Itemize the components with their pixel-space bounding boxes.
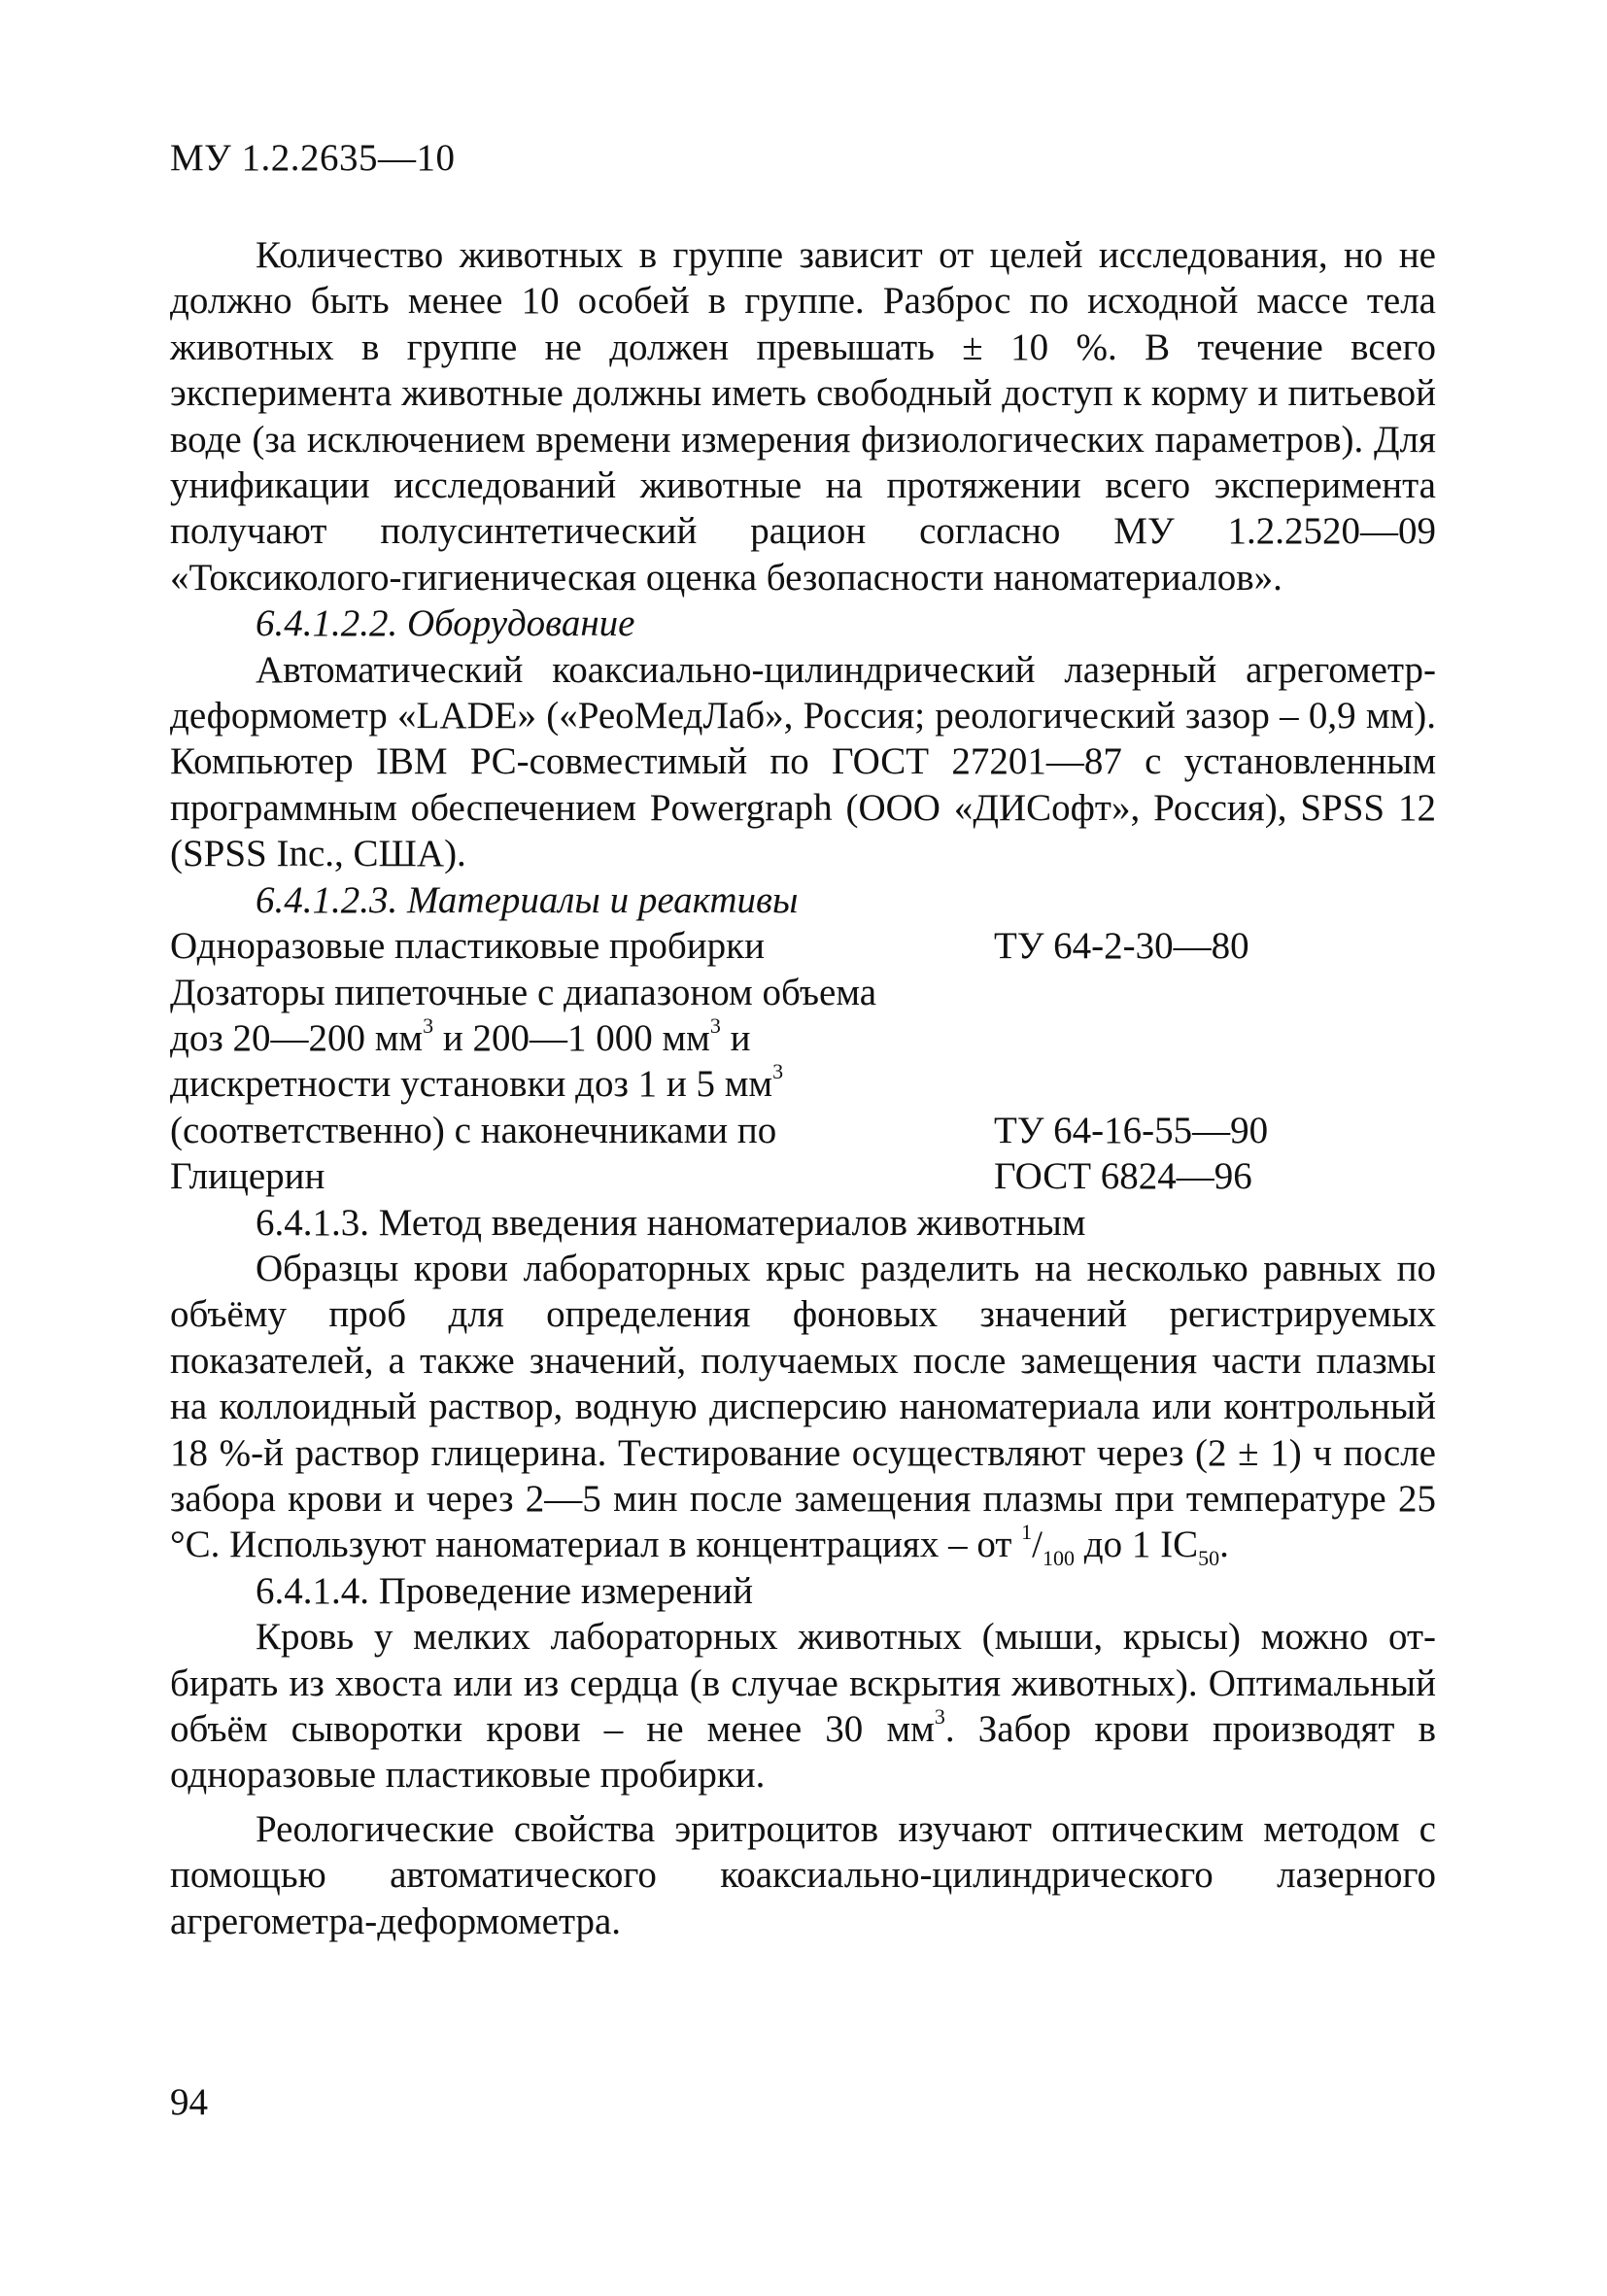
material-name: Дозаторы пипеточные с диапазоном объема xyxy=(170,971,877,1013)
paragraph-animals: Количество животных в группе зависит от целей исследования, но не должно быть менее 10 особей в группе. Разброс по исходной массе тела животных в группе не должен превышать ± 10 %. В течение всего эксперимента животные должны иметь свободный доступ к корму и питьевой воде (за исключением времени измерения физиологических параметров). Для унификации исследований животные на протяжении всего эксперимента получают полусинтетический рацион согласно МУ 1.2.2520—09 «Токсиколого-гигиеническая оценка безопасности наноматериалов». xyxy=(170,234,1436,599)
fraction: $^1/_{100}$ xyxy=(1021,1520,1075,1571)
text-fragment: . Забор крови производят в одноразовые пластиковые пробирки. xyxy=(170,1708,1436,1797)
material-name: Одноразовые пластиковые пробирки xyxy=(170,925,765,968)
material-standard: ТУ 64-2-30—80 xyxy=(994,925,1249,968)
material-standard: ТУ 64-16-55—90 xyxy=(994,1109,1269,1151)
page-number: 94 xyxy=(170,2081,208,2123)
heading-measurements: 6.4.1.4. Проведение измерений xyxy=(256,1569,753,1612)
subscript: 50 xyxy=(1198,1546,1220,1571)
text-fragment: до 1 IC xyxy=(1075,1524,1199,1566)
document-header: МУ 1.2.2635—10 xyxy=(170,137,456,179)
material-name xyxy=(170,1012,994,1061)
paragraph-measurements-2: Реологические свойства эритроцитов изучают оптическим методом с помощью автоматического коаксиально-цилиндрического лазерного агрегометра-деформометра. xyxy=(170,1807,1436,1942)
material-name: (соответственно) с наконечниками по xyxy=(170,1109,777,1151)
materials-row-dispensers-4 xyxy=(170,1108,1436,1153)
paragraph-measurements-1 xyxy=(170,1614,1436,1799)
superscript: 3 xyxy=(772,1059,784,1084)
text-fragment: и 200—1 000 мм xyxy=(433,1016,710,1059)
superscript: 3 xyxy=(423,1012,434,1038)
text-fragment: доз 20—200 мм xyxy=(170,1016,424,1059)
material-name: Глицерин xyxy=(170,1155,325,1198)
materials-row-dispensers-3 xyxy=(170,1061,1436,1107)
materials-row-dispensers-1 xyxy=(170,970,1436,1015)
materials-row-tubes xyxy=(170,923,1436,969)
superscript: 3 xyxy=(934,1704,945,1729)
materials-row-dispensers-2 xyxy=(170,1012,1436,1061)
text-fragment: и xyxy=(720,1016,751,1059)
body-text xyxy=(170,232,1436,1944)
paragraph-equipment: Автоматический коаксиально-цилиндрический лазерный агрегометр-деформометр «LADE» («РеоМедЛаб», Россия; реологический зазор – 0,9 мм). Компьютер IBM PC-совместимый по ГОСТ 27201—87 с установленным программным обеспечением Powergraph (ООО «ДИСофт», Россия), SPSS 12 (SPSS Inc., США). xyxy=(170,648,1436,875)
text-fragment: дискретности установки доз 1 и 5 мм xyxy=(170,1063,773,1106)
heading-materials: 6.4.1.2.3. Материалы и реактивы xyxy=(256,878,799,921)
fraction-numerator: 1 xyxy=(1021,1520,1033,1545)
fraction-denominator: 100 xyxy=(1043,1546,1075,1571)
materials-row-glycerin xyxy=(170,1153,1436,1199)
material-standard: ГОСТ 6824—96 xyxy=(994,1155,1252,1198)
text-fragment: Кровь у мелких лабораторных животных (мыши, крысы) можно отбирать из хвоста или из сердца (в случае вскрытия животных). Оптимальный объём сыворотки крови – не менее 30 мм xyxy=(170,1616,1436,1750)
text-fragment: Образцы крови лабораторных крыс разделить на несколько равных по объёму проб для определения фоновых значений регистрируемых показателей, а также значений, получаемых после замещения части плазмы на коллоидный раствор, водную дисперсию наноматериала или контрольный 18 %-й раствор глицерина. Тестирование осуществляют через (2 ± 1) ч после забора крови и через 2—5 мин после замещения плазмы при температуре 25 °С. Используют наноматериал в концентрациях – от xyxy=(170,1247,1436,1566)
material-name xyxy=(170,1061,994,1107)
paragraph-method xyxy=(170,1246,1436,1571)
superscript: 3 xyxy=(709,1012,721,1038)
heading-method: 6.4.1.3. Метод введения наноматериалов животным xyxy=(256,1201,1086,1244)
text-fragment: . xyxy=(1219,1524,1229,1566)
heading-equipment: 6.4.1.2.2. Оборудование xyxy=(256,602,635,645)
